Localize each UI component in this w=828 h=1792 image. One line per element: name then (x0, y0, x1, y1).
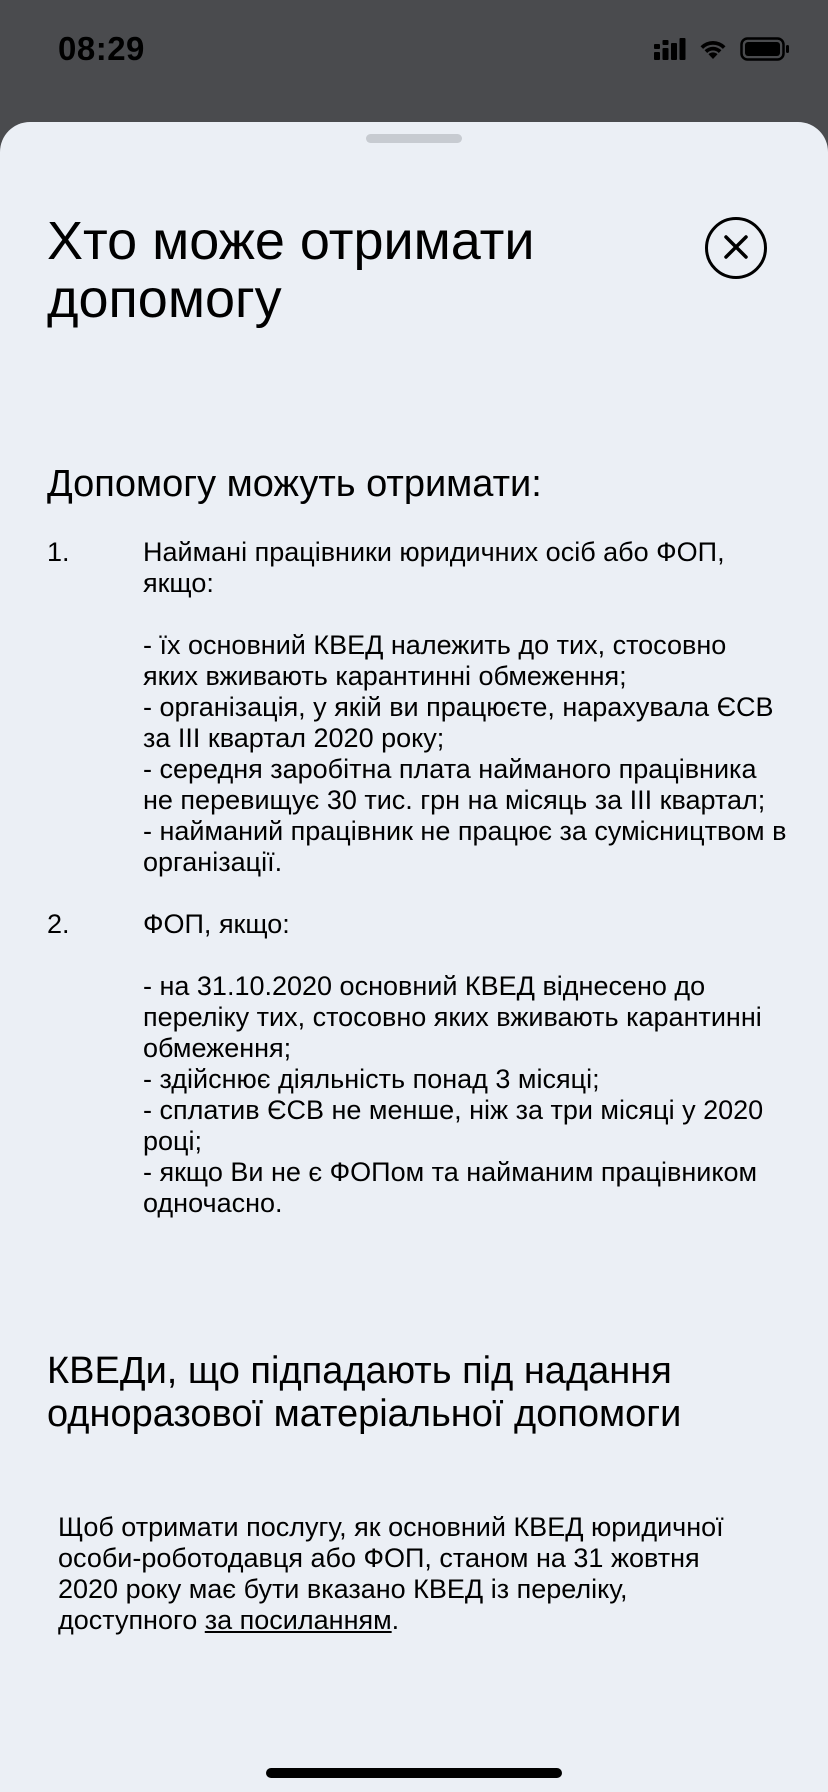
kved-description-text: Щоб отримати послугу, як основний КВЕД юридичної особи-роботодавця або ФОП, станом на 31 жовтня 2020 року має бути вказано КВЕД із переліку, доступного (58, 1512, 724, 1635)
list-item-condition: - сплатив ЄСВ не менше, ніж за три місяці у 2020 році; (143, 1095, 764, 1156)
kved-list-link[interactable]: за посиланням (204, 1605, 392, 1635)
list-item (47, 909, 787, 1219)
status-bar (0, 0, 828, 110)
list-item-number: 2. (47, 909, 70, 939)
cellular-signal-icon (654, 38, 686, 65)
list-item-condition: - здійснює діяльність понад 3 місяці; (143, 1064, 600, 1094)
wifi-icon (698, 38, 728, 65)
list-item-condition: - якщо Ви не є ФОПом та найманим працівником одночасно. (143, 1157, 758, 1218)
kved-description-trailing: . (391, 1605, 400, 1635)
list-item-condition: - організація, у якій ви працюєте, нарахувала ЄСВ за III квартал 2020 року; (143, 692, 774, 753)
list-item-condition: - їх основний КВЕД належить до тих, стосовно яких вживають карантинні обмеження; (143, 630, 727, 691)
list-item (47, 537, 787, 878)
sheet-title: Хто може отримати допомогу (47, 211, 535, 329)
list-item-number: 1. (47, 537, 70, 567)
list-item-condition: - на 31.10.2020 основний КВЕД віднесено до переліку тих, стосовно яких вживають карантинні обмеження; (143, 971, 762, 1063)
kved-heading: КВЕДи, що підпадають під надання одноразової матеріальної допомоги (47, 1350, 682, 1435)
eligibility-list (47, 537, 787, 1219)
status-time: 08:29 (58, 30, 145, 67)
close-icon (721, 232, 751, 265)
battery-icon (740, 37, 790, 66)
list-item-condition: - середня заробітна плата найманого працівника не перевищує 30 тис. грн на місяць за III квартал; (143, 754, 766, 815)
status-icons (654, 36, 790, 66)
list-item-lead: ФОП, якщо: (143, 909, 290, 939)
kved-description (58, 1512, 758, 1636)
eligibility-heading: Допомогу можуть отримати: (47, 463, 542, 505)
close-button[interactable] (705, 217, 767, 279)
bottom-sheet (0, 122, 828, 1792)
home-indicator (266, 1768, 562, 1778)
list-item-condition: - найманий працівник не працює за сумісництвом в організації. (143, 816, 787, 877)
list-item-lead: Наймані працівники юридичних осіб або ФОП, якщо: (143, 537, 725, 598)
sheet-grabber-handle[interactable] (366, 134, 462, 143)
